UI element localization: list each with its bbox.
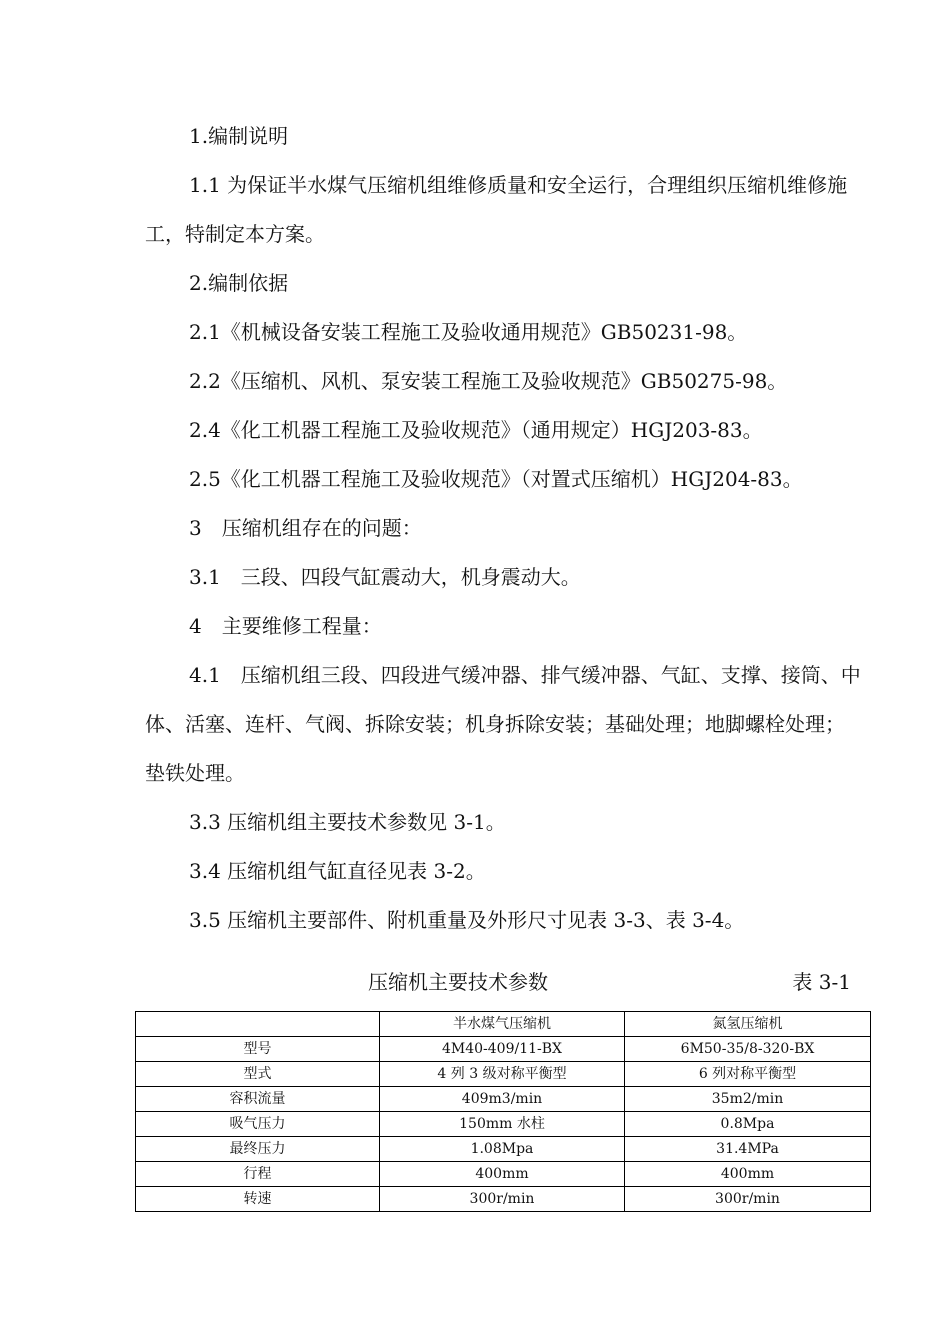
row-label: 型号 <box>136 1037 380 1062</box>
table-cell: 6M50-35/8-320-BX <box>625 1037 871 1062</box>
heading-2: 2.编制依据 <box>189 271 289 295</box>
table-cell: 0.8Mpa <box>625 1112 871 1137</box>
paragraph-2-2: 2.2《压缩机、风机、泵安装工程施工及验收规范》GB50275-98。 <box>189 369 788 393</box>
paragraph-3-5: 3.5 压缩机主要部件、附机重量及外形尺寸见表 3-3、表 3-4。 <box>189 908 745 932</box>
table-cell: 300r/min <box>625 1187 871 1212</box>
table-header-row <box>136 1012 871 1037</box>
table-row <box>136 1062 871 1087</box>
paragraph-2-1: 2.1《机械设备安装工程施工及验收通用规范》GB50231-98。 <box>189 320 748 344</box>
paragraph-3-1: 3.1 三段、四段气缸震动大，机身震动大。 <box>189 565 581 589</box>
table-row <box>136 1087 871 1112</box>
row-label: 行程 <box>136 1162 380 1187</box>
row-label: 吸气压力 <box>136 1112 380 1137</box>
row-label: 最终压力 <box>136 1137 380 1162</box>
table-cell: 300r/min <box>380 1187 625 1212</box>
header-cell-empty <box>136 1012 380 1037</box>
table-row <box>136 1112 871 1137</box>
table-cell: 1.08Mpa <box>380 1137 625 1162</box>
paragraph-3-4: 3.4 压缩机组气缸直径见表 3-2。 <box>189 859 486 883</box>
table-row <box>136 1037 871 1062</box>
paragraph-2-4: 2.4《化工机器工程施工及验收规范》（通用规定）HGJ203-83。 <box>189 418 763 442</box>
header-cell-semi-water-gas-compressor: 半水煤气压缩机 <box>380 1012 625 1037</box>
row-label: 转速 <box>136 1187 380 1212</box>
header-cell-nitrogen-hydrogen-compressor: 氮氢压缩机 <box>625 1012 871 1037</box>
table-row <box>136 1137 871 1162</box>
table-caption <box>145 966 851 998</box>
table-number: 表 3-1 <box>792 970 851 994</box>
table-cell: 400mm <box>380 1162 625 1187</box>
table-cell: 4 列 3 级对称平衡型 <box>380 1062 625 1087</box>
table-row <box>136 1162 871 1187</box>
paragraph-4-1: 4.1 压缩机组三段、四段进气缓冲器、排气缓冲器、气缸、支撑、接筒、中体、活塞、连杆、气阀、拆除安装；机身拆除安装；基础处理；地脚螺栓处理；垫铁处理。 <box>145 663 861 785</box>
paragraph-3-3: 3.3 压缩机组主要技术参数见 3-1。 <box>189 810 506 834</box>
heading-3: 3 压缩机组存在的问题： <box>189 516 422 540</box>
row-label: 型式 <box>136 1062 380 1087</box>
table-cell: 6 列对称平衡型 <box>625 1062 871 1087</box>
table-cell: 150mm 水柱 <box>380 1112 625 1137</box>
table-cell: 4M40-409/11-BX <box>380 1037 625 1062</box>
table-title: 压缩机主要技术参数 <box>368 970 548 994</box>
table-cell: 400mm <box>625 1162 871 1187</box>
row-label: 容积流量 <box>136 1087 380 1112</box>
paragraph-2-5: 2.5《化工机器工程施工及验收规范》（对置式压缩机）HGJ204-83。 <box>189 467 803 491</box>
table-cell: 409m3/min <box>380 1087 625 1112</box>
heading-1: 1.编制说明 <box>189 124 289 148</box>
paragraph-1-1: 1.1 为保证半水煤气压缩机组维修质量和安全运行，合理组织压缩机维修施工，特制定本方案。 <box>145 173 848 246</box>
table-row <box>136 1187 871 1212</box>
table-cell: 35m2/min <box>625 1087 871 1112</box>
heading-4: 4 主要维修工程量： <box>189 614 382 638</box>
technical-parameters-table <box>135 1011 871 1212</box>
table-cell: 31.4MPa <box>625 1137 871 1162</box>
